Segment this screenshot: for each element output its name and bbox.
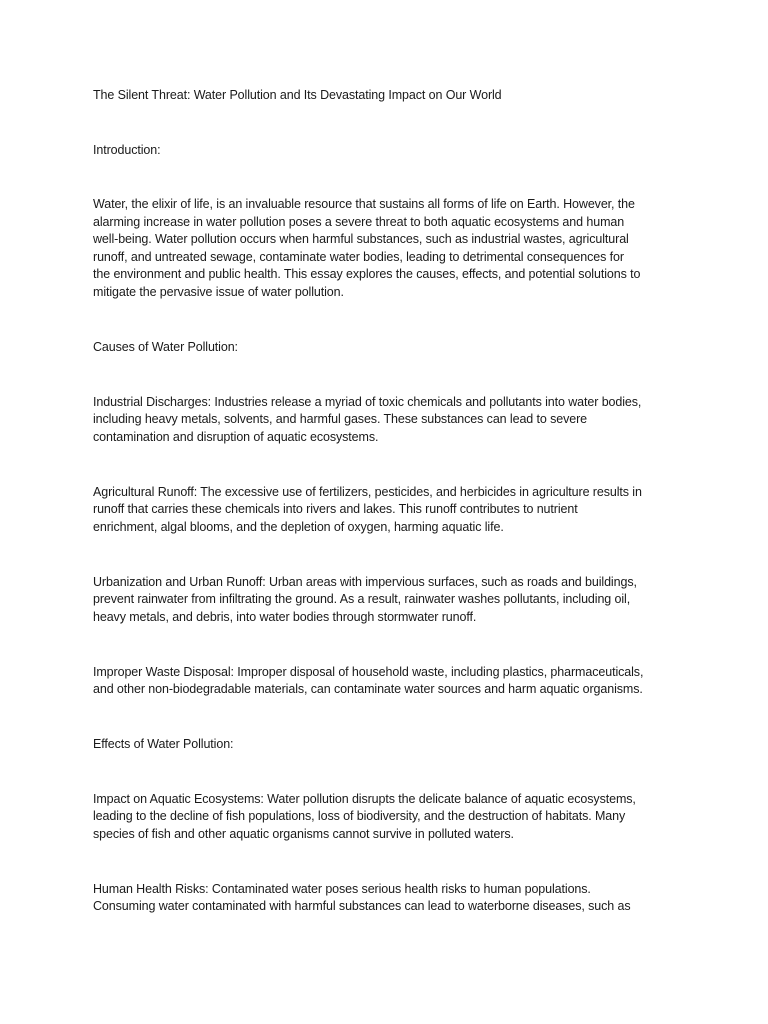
- introduction-line: well-being. Water pollution occurs when harmful substances, such as industrial wastes, agricultural: [93, 232, 629, 246]
- agricultural-runoff-line: enrichment, algal blooms, and the depletion of oxygen, harming aquatic life.: [93, 520, 504, 534]
- industrial-discharges-line: Industrial Discharges: Industries release a myriad of toxic chemicals and pollutants into water bodies,: [93, 395, 642, 409]
- introduction-heading: Introduction:: [93, 143, 161, 157]
- effects-heading: Effects of Water Pollution:: [93, 737, 234, 751]
- introduction-line: the environment and public health. This essay explores the causes, effects, and potential solutions to: [93, 267, 641, 281]
- urban-runoff-line: prevent rainwater from infiltrating the ground. As a result, rainwater washes pollutants, including oil,: [93, 592, 631, 606]
- causes-heading: Causes of Water Pollution:: [93, 340, 238, 354]
- urban-runoff-line: heavy metals, and debris, into water bodies through stormwater runoff.: [93, 610, 477, 624]
- document-title: The Silent Threat: Water Pollution and Its Devastating Impact on Our World: [93, 88, 502, 102]
- human-health-line: Consuming water contaminated with harmful substances can lead to waterborne diseases, such as: [93, 899, 631, 913]
- introduction-line: runoff, and untreated sewage, contaminate water bodies, leading to detrimental consequences for: [93, 250, 624, 264]
- industrial-discharges-line: including heavy metals, solvents, and harmful gases. These substances can lead to severe: [93, 412, 588, 426]
- human-health-line: Human Health Risks: Contaminated water poses serious health risks to human populations.: [93, 882, 591, 896]
- aquatic-ecosystems-line: Impact on Aquatic Ecosystems: Water pollution disrupts the delicate balance of aquatic ecosystems,: [93, 792, 636, 806]
- aquatic-ecosystems-line: species of fish and other aquatic organisms cannot survive in polluted waters.: [93, 827, 514, 841]
- agricultural-runoff-line: Agricultural Runoff: The excessive use of fertilizers, pesticides, and herbicides in agriculture results in: [93, 485, 642, 499]
- waste-disposal-line: Improper Waste Disposal: Improper disposal of household waste, including plastics, pharmaceuticals,: [93, 665, 644, 679]
- urban-runoff-line: Urbanization and Urban Runoff: Urban areas with impervious surfaces, such as roads and buildings,: [93, 575, 637, 589]
- introduction-line: Water, the elixir of life, is an invaluable resource that sustains all forms of life on Earth. However, the: [93, 197, 635, 211]
- waste-disposal-line: and other non-biodegradable materials, can contaminate water sources and harm aquatic organisms.: [93, 682, 643, 696]
- aquatic-ecosystems-line: leading to the decline of fish populations, loss of biodiversity, and the destruction of habitats. Many: [93, 809, 626, 823]
- introduction-line: mitigate the pervasive issue of water pollution.: [93, 285, 344, 299]
- industrial-discharges-line: contamination and disruption of aquatic ecosystems.: [93, 430, 379, 444]
- introduction-line: alarming increase in water pollution poses a severe threat to both aquatic ecosystems and human: [93, 215, 625, 229]
- agricultural-runoff-line: runoff that carries these chemicals into rivers and lakes. This runoff contributes to nutrient: [93, 502, 578, 516]
